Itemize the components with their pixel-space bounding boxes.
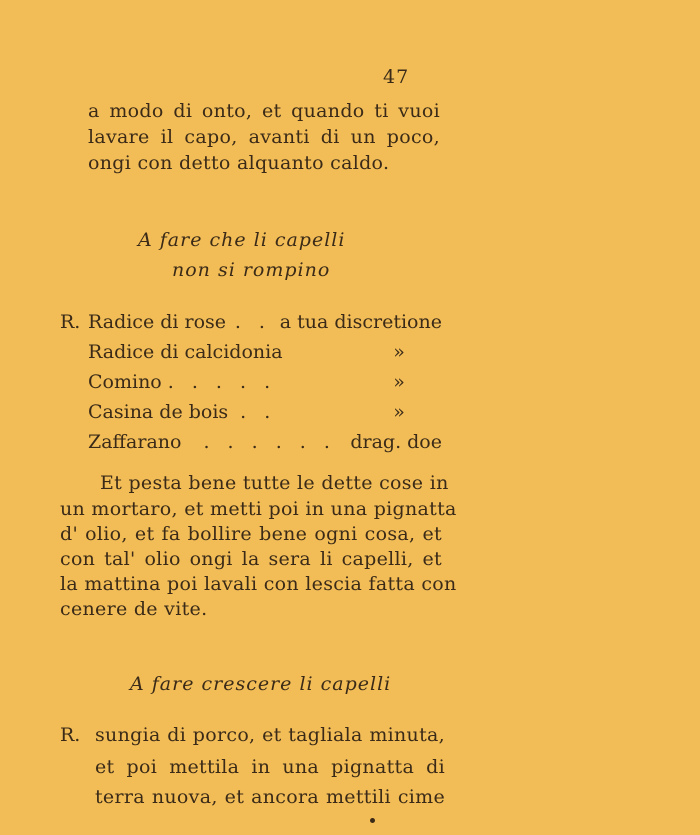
ingredient-name: Comino — [88, 371, 162, 393]
paragraph-line-5: la mattina poi lavali con lescia fatta con — [60, 573, 457, 595]
recipe-line-3: terra nuova, et ancora mettili cime — [95, 786, 445, 808]
recipe-marker: R. — [60, 311, 81, 333]
ingredient-row — [88, 311, 442, 333]
ingredient-amount: a tua discretione — [279, 311, 442, 333]
page-speck — [370, 818, 375, 823]
paragraph-line-4: con tal' olio ongi la sera li capelli, et — [60, 548, 442, 570]
section1-heading-line1: A fare che li capelli — [138, 229, 346, 251]
ingredient-name: Radice di rose — [88, 311, 227, 333]
ingredient-row — [88, 401, 442, 423]
recipe-line-2: et poi mettila in una pignatta di — [95, 756, 445, 778]
page-number: 47 — [383, 66, 410, 88]
leader-dots: . . . . . — [167, 371, 277, 393]
leader-dots: . . — [234, 311, 271, 333]
paragraph-line-1: Et pesta bene tutte le dette cose in — [100, 472, 449, 494]
paragraph-line-3: d' olio, et fa bollire bene ogni cosa, et — [60, 523, 442, 545]
leader-dots: . . — [240, 401, 277, 423]
section2-heading: A fare crescere li capelli — [130, 673, 392, 695]
ingredient-row — [88, 431, 442, 453]
ingredient-name: Radice di calcidonia — [88, 341, 283, 363]
ingredient-row — [88, 371, 442, 393]
ingredient-amount: drag. doe — [350, 431, 442, 453]
ingredient-name: Casina de bois — [88, 401, 229, 423]
paragraph-line-6: cenere de vite. — [60, 598, 208, 620]
paragraph-line-2: un mortaro, et metti poi in una pignatta — [60, 498, 457, 520]
section1-heading-line2: non si rompino — [172, 259, 331, 281]
ingredient-row — [88, 341, 442, 363]
continuation-line-1: a modo di onto, et quando ti vuoi — [88, 100, 440, 122]
continuation-line-3: ongi con detto alquanto caldo. — [88, 152, 390, 174]
ingredient-name: Zaffarano — [88, 431, 182, 453]
ingredient-amount: » — [393, 341, 405, 363]
ingredient-amount: » — [393, 371, 405, 393]
leader-dots: . . . . . . — [203, 431, 336, 453]
recipe-marker: R. — [60, 724, 81, 746]
continuation-line-2: lavare il capo, avanti di un poco, — [88, 126, 440, 148]
recipe-line-1: sungia di porco, et tagliala minuta, — [95, 724, 445, 746]
ingredient-amount: » — [393, 401, 405, 423]
